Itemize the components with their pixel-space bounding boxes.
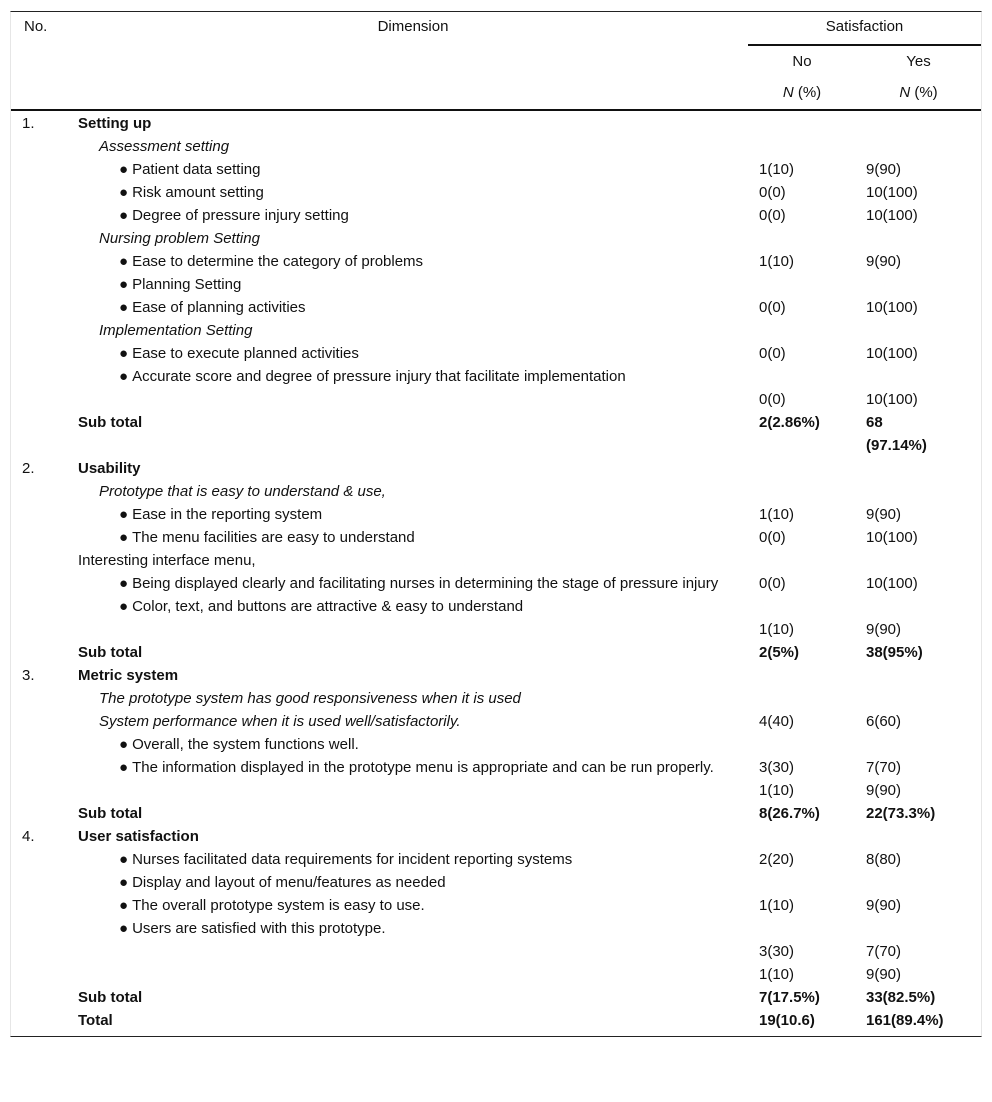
no-count-cell (748, 227, 856, 250)
table-row (11, 687, 981, 710)
yes-count-cell: 9(90) (866, 966, 902, 983)
item-label: Ease to determine the category of problems (132, 253, 424, 270)
item-label: Ease to execute planned activities (132, 345, 359, 362)
no-count-cell (748, 135, 856, 158)
table-row (11, 710, 981, 733)
dimension-cell (78, 664, 748, 687)
item-label: Overall, the system functions well. (132, 736, 359, 753)
row-number (11, 641, 78, 664)
bullet-icon (119, 368, 132, 385)
table-row (11, 526, 981, 549)
sub-dimension-label: Prototype that is easy to understand & use, (99, 483, 386, 500)
bullet-icon (119, 897, 132, 914)
item-label: Users are satisfied with this prototype. (132, 920, 386, 937)
bullet-icon (119, 161, 132, 178)
row-number (11, 986, 78, 1009)
yes-count-cell: 9(90) (866, 161, 902, 178)
no-count-cell: 4(40) (759, 713, 795, 730)
no-count-cell (748, 687, 856, 710)
no-count-cell: 1(10) (759, 897, 795, 914)
dimension-cell (78, 710, 748, 733)
no-count-cell (748, 480, 856, 503)
section-row (11, 664, 981, 687)
row-number: 2. (22, 460, 35, 477)
dimension-cell (78, 986, 748, 1009)
sub-dimension-label: Assessment setting (99, 138, 230, 155)
dimension-cell (78, 940, 748, 963)
dimension-cell (78, 227, 748, 250)
table-row (11, 894, 981, 917)
subtotal-row (11, 986, 981, 1009)
yes-count-cell (856, 480, 981, 503)
no-count-cell: 3(30) (759, 943, 795, 960)
no-count-cell: 1(10) (759, 506, 795, 523)
no-count-cell: 0(0) (759, 575, 786, 592)
no-count-cell (748, 825, 856, 848)
yes-count-cell: 33(82.5%) (866, 989, 936, 1006)
dimension-label: Setting up (78, 115, 152, 132)
row-number (11, 250, 78, 273)
table-row (11, 963, 981, 986)
dimension-label: Metric system (78, 667, 179, 684)
no-count-cell (748, 871, 856, 894)
yes-count-cell: 10(100) (866, 207, 918, 224)
bullet-icon (119, 851, 132, 868)
dimension-cell (78, 457, 748, 480)
row-number (11, 319, 78, 342)
item-label: Color, text, and buttons are attractive & easy to understand (132, 598, 524, 615)
header-no-col: No (792, 53, 812, 70)
row-number (11, 158, 78, 181)
table-row (11, 618, 981, 641)
no-count-cell: 19(10.6) (759, 1012, 815, 1029)
item-label: Ease of planning activities (132, 299, 306, 316)
dimension-cell (78, 871, 748, 894)
sub-dimension-label: The prototype system has good responsiveness when it is used (99, 690, 521, 707)
yes-count-cell: 9(90) (866, 506, 902, 523)
yes-count-cell: 10(100) (866, 529, 918, 546)
table-row (11, 595, 981, 618)
no-count-cell (748, 549, 856, 572)
no-count-cell: 0(0) (759, 207, 786, 224)
header-yes-unit: N (%) (856, 78, 981, 110)
section-row (11, 110, 981, 135)
dimension-cell (78, 618, 748, 641)
yes-count-cell: 7(70) (866, 759, 902, 776)
dimension-label: Total (78, 1012, 113, 1029)
table-row (11, 204, 981, 227)
no-count-cell: 2(5%) (759, 644, 800, 661)
yes-count-cell: 10(100) (866, 299, 918, 316)
dimension-cell (78, 549, 748, 572)
dimension-cell (78, 204, 748, 227)
yes-count-cell: 9(90) (866, 621, 902, 638)
yes-count-cell: 9(90) (866, 897, 902, 914)
yes-count-cell: 9(90) (866, 782, 902, 799)
dimension-cell (78, 733, 748, 756)
table-row (11, 779, 981, 802)
yes-count-cell: 10(100) (866, 575, 918, 592)
yes-count-cell (856, 871, 981, 894)
header-yes-col: Yes (906, 53, 931, 70)
sub-dimension-label: Nursing problem Setting (99, 230, 260, 247)
dimension-cell (78, 641, 748, 664)
no-count-cell (748, 457, 856, 480)
table-row (11, 319, 981, 342)
row-number (11, 480, 78, 503)
no-count-cell: 0(0) (759, 391, 786, 408)
no-count-cell: 3(30) (759, 759, 795, 776)
row-number (11, 549, 78, 572)
item-label: Ease in the reporting system (132, 506, 323, 523)
no-count-cell: 1(10) (759, 621, 795, 638)
yes-count-cell (856, 319, 981, 342)
no-count-cell: 0(0) (759, 299, 786, 316)
table-row (11, 940, 981, 963)
no-count-cell (748, 110, 856, 135)
table-row (11, 733, 981, 756)
dimension-cell (78, 572, 748, 595)
dimension-label: Usability (78, 460, 141, 477)
section-row (11, 825, 981, 848)
row-number (11, 526, 78, 549)
yes-count-cell (856, 273, 981, 296)
row-number (11, 710, 78, 733)
yes-count-cell: 161(89.4%) (866, 1012, 944, 1029)
table-row (11, 158, 981, 181)
row-number (11, 227, 78, 250)
no-count-cell: 1(10) (759, 161, 795, 178)
no-count-cell: 0(0) (759, 184, 786, 201)
row-number (11, 1009, 78, 1036)
dimension-label: Sub total (78, 644, 143, 661)
yes-count-cell: 22(73.3%) (866, 805, 936, 822)
item-label: The menu facilities are easy to understand (132, 529, 415, 546)
dimension-cell (78, 687, 748, 710)
sub-dimension-label: Implementation Setting (99, 322, 253, 339)
yes-count-cell (856, 457, 981, 480)
dimension-label: Sub total (78, 414, 143, 431)
header-satisfaction: Satisfaction (748, 12, 981, 45)
bullet-icon (119, 874, 132, 891)
dimension-cell (78, 825, 748, 848)
bullet-icon (119, 276, 132, 293)
row-number (11, 848, 78, 871)
row-number: 3. (22, 667, 35, 684)
bullet-icon (119, 736, 132, 753)
table-row (11, 917, 981, 940)
dimension-label: User satisfaction (78, 828, 199, 845)
item-label: The information displayed in the prototype menu is appropriate and can be run properly. (132, 759, 714, 776)
table-row (11, 572, 981, 595)
no-count-cell: 1(10) (759, 782, 795, 799)
no-count-cell: 0(0) (759, 529, 786, 546)
bullet-icon (119, 506, 132, 523)
yes-count-cell (856, 110, 981, 135)
bullet-icon (119, 299, 132, 316)
row-number (11, 733, 78, 756)
dimension-cell (78, 388, 748, 411)
table-row (11, 848, 981, 871)
dimension-cell (78, 802, 748, 825)
header-dimension: Dimension (377, 18, 449, 35)
dimension-cell (78, 894, 748, 917)
bullet-icon (119, 253, 132, 270)
no-count-cell: 1(10) (759, 966, 795, 983)
row-number (11, 365, 78, 388)
table-row (11, 342, 981, 365)
yes-count-cell: 7(70) (866, 943, 902, 960)
yes-count-cell: 10(100) (866, 345, 918, 362)
header-no-unit: N (%) (748, 78, 856, 110)
row-number (11, 296, 78, 319)
yes-count-cell (856, 365, 981, 388)
no-count-cell (748, 365, 856, 388)
yes-count-cell (856, 135, 981, 158)
dimension-label: Sub total (78, 805, 143, 822)
table-row (11, 250, 981, 273)
item-label: Planning Setting (132, 276, 242, 293)
row-number (11, 802, 78, 825)
item-label: Degree of pressure injury setting (132, 207, 349, 224)
table-row (11, 503, 981, 526)
table-row (11, 273, 981, 296)
table-row (11, 296, 981, 319)
item-label: Patient data setting (132, 161, 261, 178)
row-number (11, 273, 78, 296)
dimension-cell (78, 779, 748, 802)
row-number: 4. (22, 828, 35, 845)
yes-count-cell (856, 549, 981, 572)
table-row (11, 365, 981, 388)
no-count-cell (748, 319, 856, 342)
dimension-cell (78, 365, 748, 388)
table-row (11, 181, 981, 204)
section-row (11, 457, 981, 480)
yes-count-cell: 68 (97.14%) (866, 414, 927, 454)
dimension-cell (78, 503, 748, 526)
dimension-cell (78, 963, 748, 986)
dimension-cell (78, 595, 748, 618)
table-row (11, 480, 981, 503)
subtotal-row (11, 411, 981, 457)
row-number (11, 411, 78, 457)
dimension-cell (78, 342, 748, 365)
subtotal-row (11, 641, 981, 664)
dimension-cell (78, 1009, 748, 1036)
row-number (11, 779, 78, 802)
dimension-cell (78, 319, 748, 342)
bullet-icon (119, 598, 132, 615)
no-count-cell: 1(10) (759, 253, 795, 270)
table-row (11, 549, 981, 572)
dimension-cell (78, 135, 748, 158)
item-label: Nurses facilitated data requirements for incident reporting systems (132, 851, 573, 868)
yes-count-cell (856, 595, 981, 618)
table-row (11, 135, 981, 158)
item-label: Being displayed clearly and facilitating nurses in determining the stage of pressure injury (132, 575, 719, 592)
row-number (11, 135, 78, 158)
table-body (11, 110, 981, 1036)
dimension-cell (78, 110, 748, 135)
total-row (11, 1009, 981, 1036)
row-number (11, 940, 78, 963)
dimension-cell (78, 158, 748, 181)
dimension-cell (78, 411, 748, 457)
bullet-icon (119, 575, 132, 592)
table-row (11, 756, 981, 779)
no-count-cell (748, 664, 856, 687)
yes-count-cell: 6(60) (866, 713, 902, 730)
row-number (11, 687, 78, 710)
item-label: Accurate score and degree of pressure injury that facilitate implementation (132, 368, 626, 385)
table-header (11, 12, 981, 110)
yes-count-cell (856, 687, 981, 710)
header-no: No. (24, 18, 48, 35)
no-count-cell (748, 273, 856, 296)
row-number (11, 181, 78, 204)
yes-count-cell: 10(100) (866, 391, 918, 408)
table-row (11, 871, 981, 894)
row-number (11, 388, 78, 411)
dimension-cell (78, 296, 748, 319)
bullet-icon (119, 759, 132, 776)
yes-count-cell (856, 825, 981, 848)
row-number (11, 894, 78, 917)
item-label: Risk amount setting (132, 184, 264, 201)
yes-count-cell: 9(90) (866, 253, 902, 270)
bullet-icon (119, 529, 132, 546)
row-number (11, 572, 78, 595)
dimension-cell (78, 917, 748, 940)
row-number (11, 917, 78, 940)
table-row (11, 388, 981, 411)
item-label: Interesting interface menu, (78, 552, 256, 569)
yes-count-cell (856, 917, 981, 940)
dimension-cell (78, 848, 748, 871)
yes-count-cell: 10(100) (866, 184, 918, 201)
row-number: 1. (22, 115, 35, 132)
item-label: The overall prototype system is easy to use. (132, 897, 425, 914)
no-count-cell (748, 917, 856, 940)
table-row (11, 227, 981, 250)
sub-dimension-label: System performance when it is used well/satisfactorily. (99, 713, 461, 730)
dimension-cell (78, 273, 748, 296)
row-number (11, 204, 78, 227)
no-count-cell (748, 595, 856, 618)
no-count-cell: 2(2.86%) (759, 414, 820, 431)
dimension-cell (78, 250, 748, 273)
satisfaction-table (10, 11, 982, 1037)
row-number (11, 871, 78, 894)
yes-count-cell: 38(95%) (866, 644, 923, 661)
bullet-icon (119, 345, 132, 362)
no-count-cell: 8(26.7%) (759, 805, 820, 822)
no-count-cell (748, 733, 856, 756)
row-number (11, 756, 78, 779)
row-number (11, 342, 78, 365)
bullet-icon (119, 184, 132, 201)
row-number (11, 618, 78, 641)
bullet-icon (119, 207, 132, 224)
dimension-cell (78, 181, 748, 204)
dimension-cell (78, 480, 748, 503)
no-count-cell: 0(0) (759, 345, 786, 362)
yes-count-cell: 8(80) (866, 851, 902, 868)
subtotal-row (11, 802, 981, 825)
yes-count-cell (856, 733, 981, 756)
yes-count-cell (856, 664, 981, 687)
dimension-cell (78, 756, 748, 779)
dimension-cell (78, 526, 748, 549)
item-label: Display and layout of menu/features as needed (132, 874, 446, 891)
no-count-cell: 7(17.5%) (759, 989, 820, 1006)
no-count-cell: 2(20) (759, 851, 795, 868)
row-number (11, 963, 78, 986)
yes-count-cell (856, 227, 981, 250)
row-number (11, 503, 78, 526)
bullet-icon (119, 920, 132, 937)
row-number (11, 595, 78, 618)
dimension-label: Sub total (78, 989, 143, 1006)
